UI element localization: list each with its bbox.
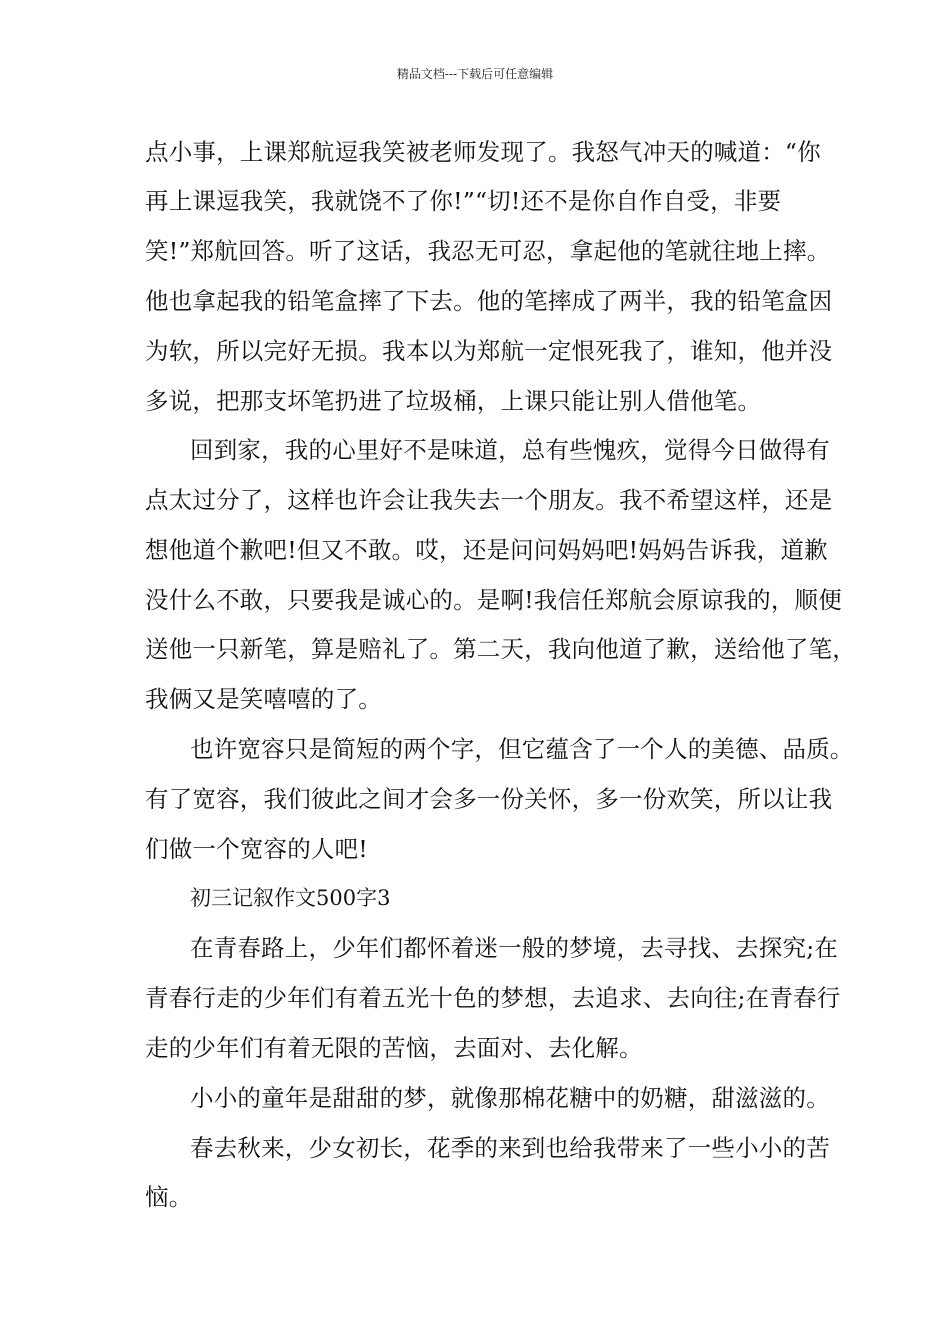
- paragraph-line: 有了宽容，我们彼此之间才会多一份关怀，多一份欢笑，所以让我: [145, 785, 833, 813]
- paragraph-line: 笑!”郑航回答。听了这话，我忍无可忍，拿起他的笔就往地上摔。: [145, 237, 831, 265]
- paragraph-line: 恼。: [145, 1183, 193, 1211]
- paragraph-line: 小小的童年是甜甜的梦，就像那棉花糖中的奶糖，甜滋滋的。: [190, 1084, 830, 1112]
- paragraph-line: 没什么不敢，只要我是诚心的。是啊!我信任郑航会原谅我的，顺便: [145, 586, 842, 614]
- section-heading: 初三记叙作文500字3: [190, 886, 391, 910]
- paragraph-line: 想他道个歉吧!但又不敢。哎，还是问问妈妈吧!妈妈告诉我，道歉: [145, 536, 828, 564]
- paragraph-line: 送他一只新笔，算是赔礼了。第二天，我向他道了歉，送给他了笔，: [145, 635, 856, 663]
- paragraph-line: 我俩又是笑嘻嘻的了。: [145, 685, 382, 713]
- paragraph-line: 再上课逗我笑，我就饶不了你!”“切!还不是你自作自受，非要: [145, 187, 782, 215]
- paragraph-line: 也许宽容只是简短的两个字，但它蕴含了一个人的美德、品质。: [190, 735, 854, 763]
- paragraph-line: 点太过分了，这样也许会让我失去一个朋友。我不希望这样，还是: [145, 486, 833, 514]
- paragraph-line: 春去秋来，少女初长，花季的来到也给我带来了一些小小的苦: [190, 1134, 830, 1162]
- paragraph-line: 青春行走的少年们有着五光十色的梦想，去追求、去向往;在青春行: [145, 984, 841, 1012]
- paragraph-line: 走的少年们有着无限的苦恼，去面对、去化解。: [145, 1034, 643, 1062]
- paragraph-line: 们做一个宽容的人吧!: [145, 835, 368, 863]
- paragraph-line: 回到家，我的心里好不是味道，总有些愧疚，觉得今日做得有: [190, 436, 830, 464]
- paragraph-line: 在青春路上，少年们都怀着迷一般的梦境，去寻找、去探究;在: [190, 934, 839, 962]
- paragraph-line: 他也拿起我的铅笔盒摔了下去。他的笔摔成了两半，我的铅笔盒因: [145, 287, 833, 315]
- paragraph-line: 为软，所以完好无损。我本以为郑航一定恨死我了，谁知，他并没: [145, 337, 833, 365]
- paragraph-line: 多说，把那支坏笔扔进了垃圾桶，上课只能让别人借他笔。: [145, 387, 762, 415]
- paragraph-line: 点小事，上课郑航逗我笑被老师发现了。我怒气冲天的喊道：“你: [145, 138, 821, 166]
- page-header: 精品文档---下载后可任意编辑: [396, 67, 554, 81]
